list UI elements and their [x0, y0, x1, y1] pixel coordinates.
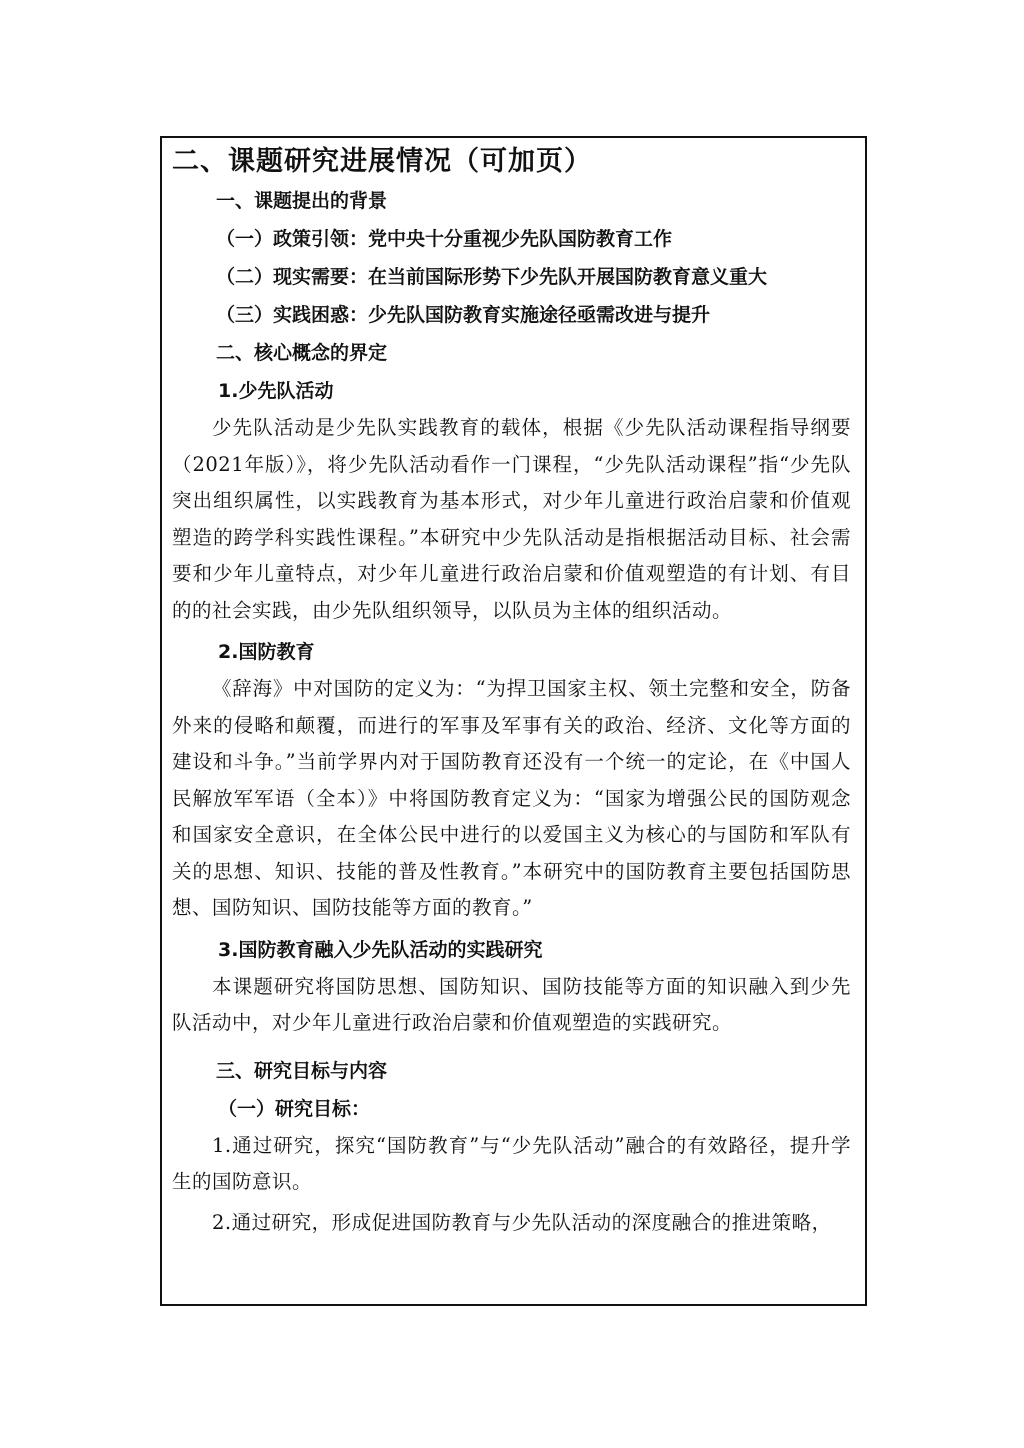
paragraph-national-defense: 《辞海》中对国防的定义为：“为捍卫国家主权、领土完整和安全，防备外来的侵略和颠覆，而进行的军事及军事有关的政治、经济、文化等方面的建设和斗争。”当前学界内对于国防教育还没有一个统一的定论，在《中国人民解放军军语（全本）》中将国防教育定义为：“国家为增强公民的国防观念和国家安全意识，在全体公民中进行的以爱国主义为核心的与国防和军队有关的思想、知识、技能的普及性教育。”本研究中的国防教育主要包括国防思想、国防知识、国防技能等方面的教育。”: [172, 677, 851, 919]
concept-heading-pioneer-activities: 1.少先队活动: [218, 380, 334, 402]
paragraph-goal-1: 1.通过研究，探究“国防教育”与“少先队活动”融合的有效路径，提升学生的国防意识。: [172, 1133, 851, 1193]
paragraph-pioneer-activities: 少先队活动是少先队实践教育的载体，根据《少先队活动课程指导纲要（2021年版）》，将少先队活动看作一门课程，“少先队活动课程”指“少先队突出组织属性，以实践教育为基本形式，对少年儿童进行政治启蒙和价值观塑造的跨学科实践性课程。”本研究中少先队活动是指根据活动目标、社会需要和少年儿童特点，对少年儿童进行政治启蒙和价值观塑造的有计划、有目的的社会实践，由少先队组织领导，以队员为主体的组织活动。: [172, 416, 851, 622]
subheading-confusion: （三）实践困惑：少先队国防教育实施途径亟需改进与提升: [216, 304, 711, 326]
subheading-research-goals: （一）研究目标：: [218, 1097, 371, 1120]
report-content: [172, 144, 851, 1241]
subheading-policy: （一）政策引领：党中央十分重视少先队国防教育工作: [216, 228, 673, 250]
heading-core-concepts: 二、核心概念的界定: [216, 342, 388, 364]
concept-heading-integration: 3.国防教育融入少先队活动的实践研究: [218, 938, 543, 961]
section-title: 二、课题研究进展情况（可加页）: [172, 146, 592, 177]
concept-heading-national-defense: 2.国防教育: [218, 641, 315, 663]
heading-goals-content: 三、研究目标与内容: [216, 1059, 388, 1082]
paragraph-integration: 本课题研究将国防思想、国防知识、国防技能等方面的知识融入到少先队活动中，对少年儿童进行政治启蒙和价值观塑造的实践研究。: [172, 974, 851, 1034]
subheading-needs: （二）现实需要：在当前国际形势下少先队开展国防教育意义重大: [216, 266, 768, 288]
heading-background: 一、课题提出的背景: [216, 190, 388, 212]
paragraph-goal-2: 2.通过研究，形成促进国防教育与少先队活动的深度融合的推进策略，: [212, 1210, 832, 1234]
report-table-frame: [160, 136, 867, 1306]
